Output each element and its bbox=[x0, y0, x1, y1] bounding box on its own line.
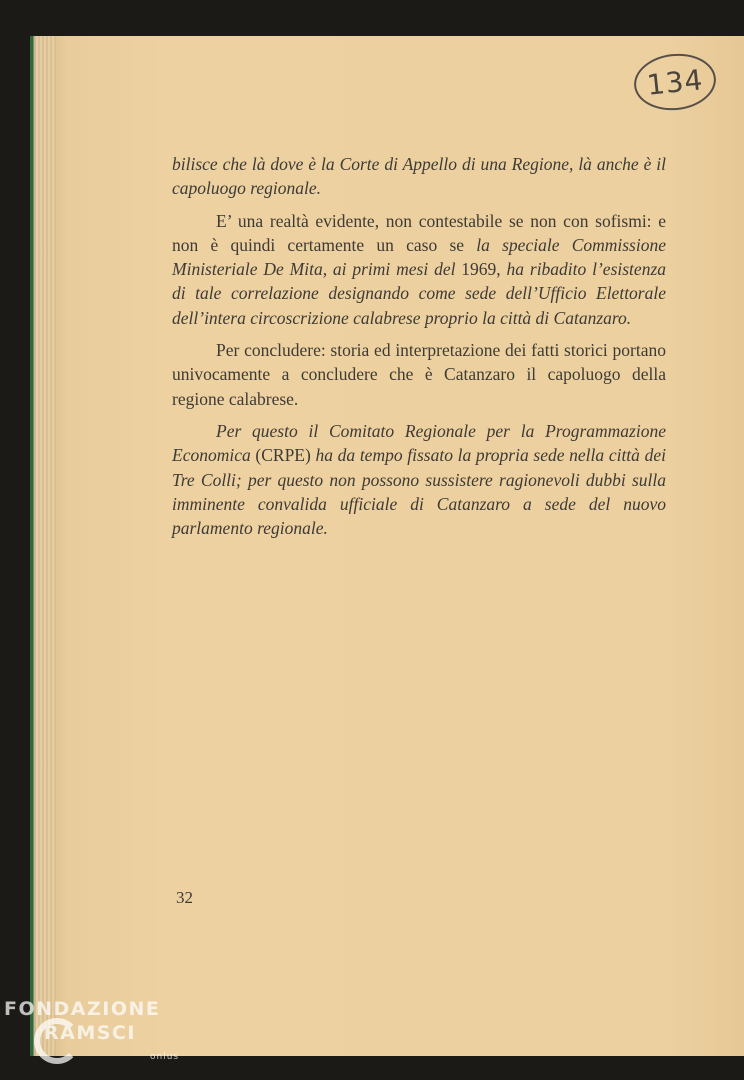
body-text bbox=[172, 152, 666, 548]
italic-text-segment: Per questo il Comitato Regionale per la Programmazione Economica bbox=[172, 420, 666, 466]
watermark-line-3: onlus bbox=[150, 1052, 180, 1062]
archive-stamp-number: 134 bbox=[631, 50, 718, 114]
page-stack-edge bbox=[36, 36, 56, 1056]
paragraph bbox=[172, 152, 666, 201]
text-segment: 1969, bbox=[461, 259, 507, 280]
paragraph bbox=[172, 338, 666, 411]
watermark-line-2: RAMSCI bbox=[44, 1022, 136, 1044]
text-segment: Per concludere: storia ed interpretazione dei fatti storici portano univocamente a concludere che è Catanzaro il capoluogo della regione calabrese. bbox=[172, 340, 666, 409]
foundation-watermark bbox=[4, 998, 204, 1078]
paragraph bbox=[172, 419, 666, 540]
text-segment: E’ una realtà evidente, non contestabile se non con sofismi: e non è quindi certamente un caso se bbox=[172, 210, 666, 255]
text-segment: (CRPE) bbox=[255, 445, 316, 466]
italic-text-segment: bilisce che là dove è la Corte di Appello di una Regione, là anche è il capoluogo regionale. bbox=[172, 154, 666, 199]
page-number: 32 bbox=[176, 888, 193, 907]
paragraph bbox=[172, 209, 666, 330]
italic-text-segment: la speciale Commissione Ministeriale De Mita, ai primi mesi del bbox=[172, 234, 666, 280]
italic-text-segment: ha ribadito l’esistenza di tale correlazione designando come sede dell’Ufficio Elettorale dell’intera circoscrizione calabrese proprio la città di Catanzaro. bbox=[172, 259, 667, 328]
watermark-line-1: FONDAZIONE bbox=[4, 998, 161, 1020]
italic-text-segment: ha da tempo fissato la propria sede nella città dei Tre Colli; per questo non possono sussistere ragionevoli dubbi sulla imminente convalida ufficiale di Catanzaro a sede del nuovo parlamento regionale. bbox=[172, 445, 666, 539]
